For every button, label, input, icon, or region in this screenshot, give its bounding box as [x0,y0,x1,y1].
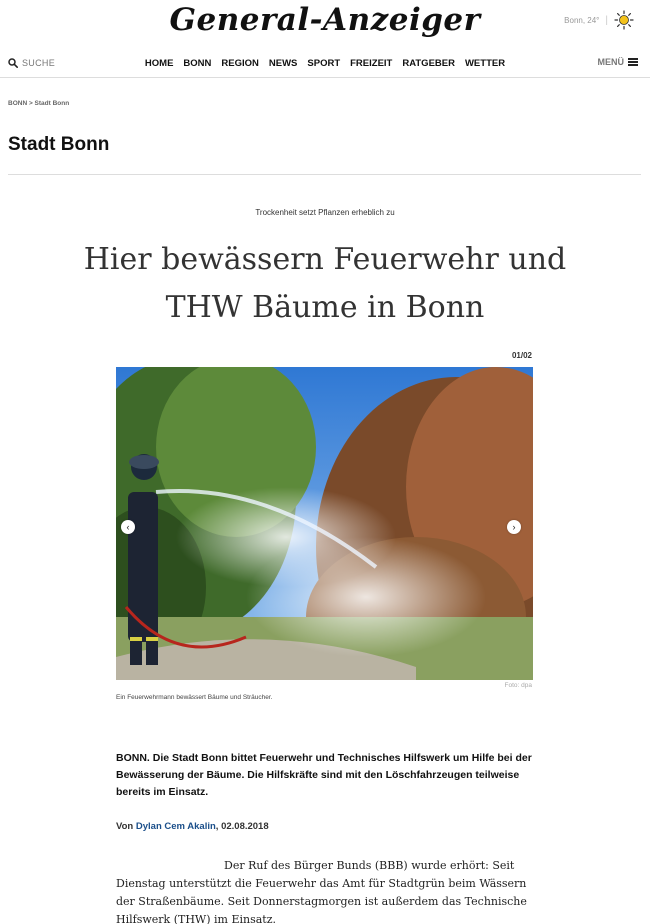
nav-item-home[interactable]: HOME [144,58,174,69]
gallery-prev-button[interactable] [121,520,135,534]
section-title: Stadt Bonn [8,134,110,155]
article-kicker: Trockenheit setzt Pflanzen erheblich zu [255,208,395,217]
gallery-next-button[interactable] [507,520,521,534]
nav-item-sport[interactable]: SPORT [307,58,341,69]
article-byline [116,821,269,832]
section-divider [8,174,641,175]
article-lead: BONN. Die Stadt Bonn bittet Feuerwehr und Technisches Hilfswerk um Hilfe bei der Bewässerung der Bäume. Die Hilfskräfte sind mit den Löschfahrzeugen teilweise bereits im Einsatz. [116,752,532,798]
menu-label: MENÜ [597,57,624,67]
masthead [0,0,650,46]
weather-city-temp: Bonn, 24° [564,15,600,25]
gallery-counter: 01/02 [511,351,532,360]
photo-caption: Ein Feuerwehrmann bewässert Bäume und Sträucher. [116,694,273,701]
search-label: SUCHE [22,58,56,68]
site-logo[interactable]: General-Anzeiger [169,2,481,38]
hamburger-icon [628,58,638,66]
chevron-right-icon: › [512,522,516,532]
menu-button[interactable] [598,57,639,67]
photo-credit: Foto: dpa [504,682,532,689]
byline-prefix: Von [116,821,136,832]
article-headline: Hier bewässern Feuerwehr und THW Bäume in Bonn [83,242,567,325]
gallery-image [116,367,533,680]
article-date: , 02.08.2018 [215,821,269,832]
nav-item-ratgeber[interactable]: RATGEBER [402,58,455,69]
nav-items [0,58,650,69]
main-nav [0,50,650,78]
breadcrumb[interactable]: BONN > Stadt Bonn [8,100,70,107]
nav-item-bonn[interactable]: BONN [183,58,212,69]
weather-widget[interactable] [564,10,634,30]
nav-item-freizeit[interactable]: FREIZEIT [350,58,393,69]
author-link[interactable]: Dylan Cem Akalin [135,821,216,832]
sun-icon [614,10,634,30]
weather-separator: | [605,14,608,26]
nav-item-news[interactable]: NEWS [268,58,298,69]
article-body: Der Ruf des Bürger Bunds (BBB) wurde erhört: Seit Dienstag unterstützt die Feuerwehr das Amt für Stadtgrün beim Wässern der Straßenbäume. Seit Donnerstagmorgen ist außerdem das Technische Hilfswerk (THW) im Einsatz. [116,859,527,924]
nav-item-wetter[interactable]: WETTER [464,58,506,69]
nav-item-region[interactable]: REGION [221,58,259,69]
chevron-left-icon: ‹ [126,522,130,532]
